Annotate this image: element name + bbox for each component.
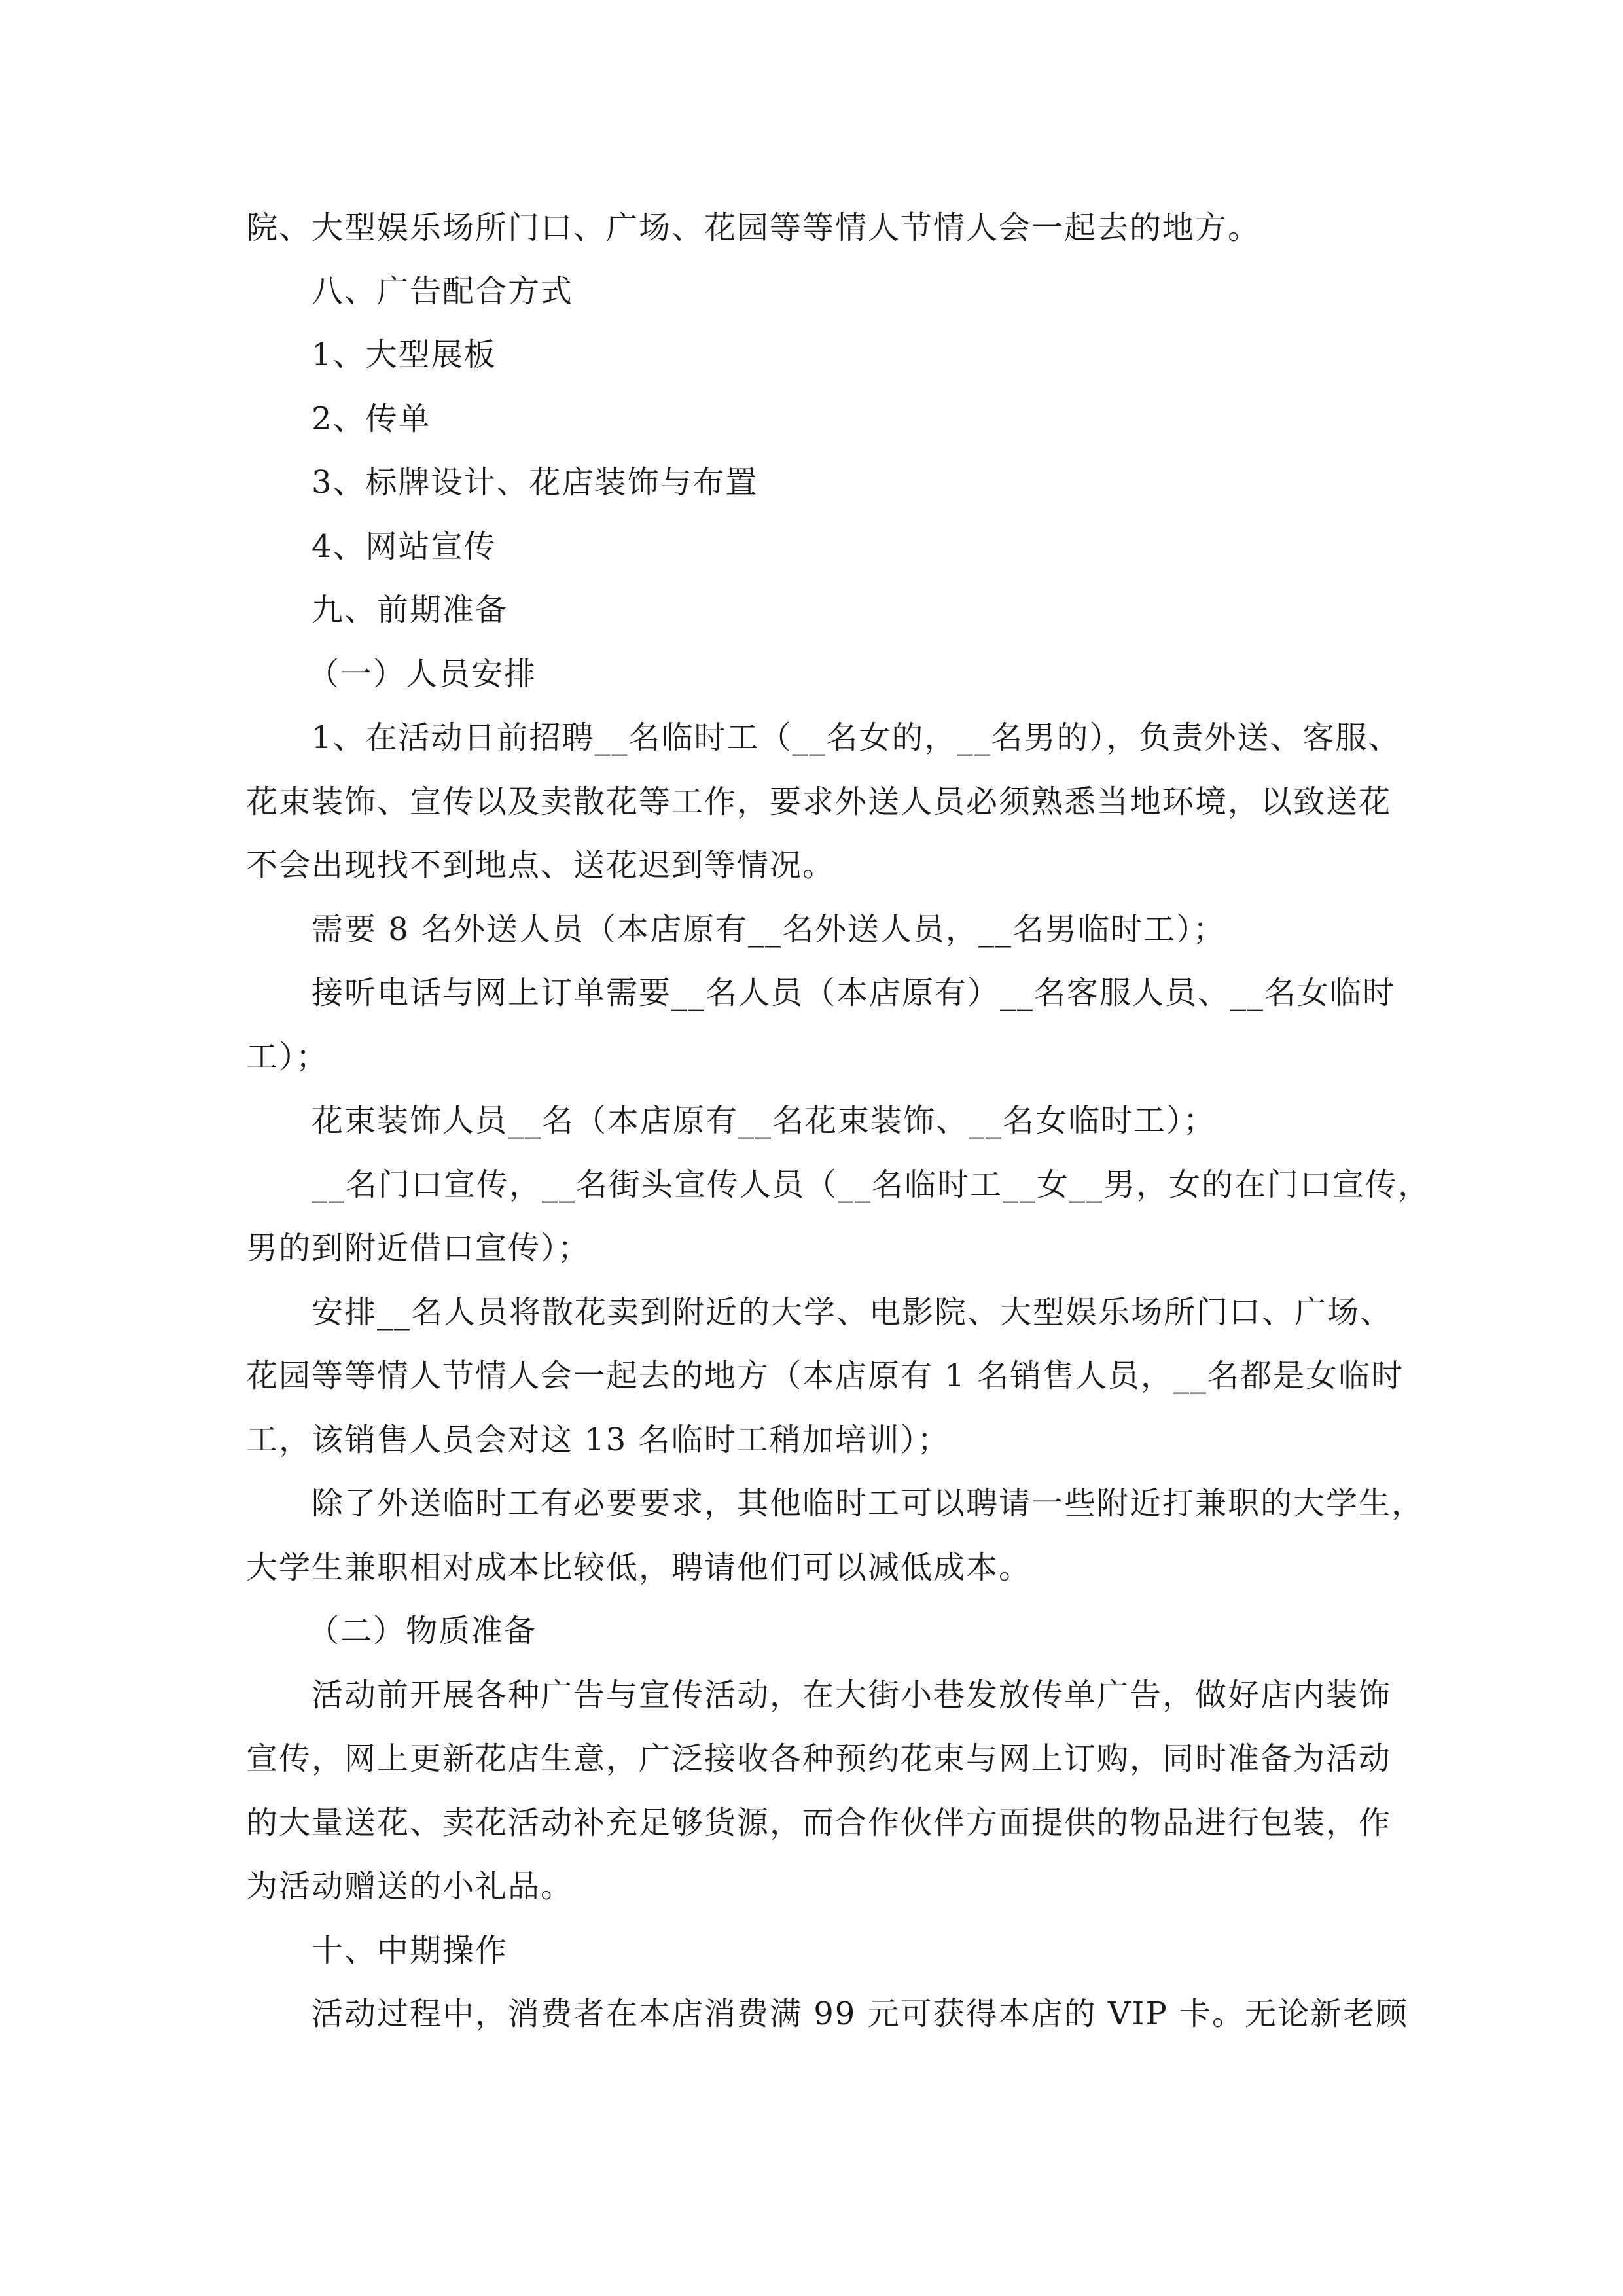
paragraph-line: 院、大型娱乐场所门口、广场、花园等等情人节情人会一起去的地方。 — [246, 209, 1261, 246]
paragraph-line: 活动前开展各种广告与宣传活动，在大街小巷发放传单广告，做好店内装饰 — [312, 1677, 1392, 1713]
paragraph-line: 宣传，网上更新花店生意，广泛接收各种预约花束与网上订购，同时准备为活动 — [246, 1740, 1392, 1777]
paragraph-line: 为活动赠送的小礼品。 — [246, 1868, 574, 1905]
list-item: 3、标牌设计、花店装饰与布置 — [312, 464, 758, 501]
paragraph-line: 工，该销售人员会对这 13 名临时工稍加培训）； — [246, 1422, 950, 1458]
paragraph-line: 1、在活动日前招聘__名临时工（__名女的，__名男的），负责外送、客服、 — [312, 719, 1401, 756]
paragraph-line: 工）； — [246, 1039, 329, 1075]
paragraph-line: 不会出现找不到地点、送花迟到等情况。 — [246, 847, 836, 884]
list-item: 2、传单 — [312, 401, 431, 437]
paragraph-line: 花束装饰人员__名（本店原有__名花束装饰、__名女临时工）； — [312, 1102, 1217, 1139]
section-heading: 八、广告配合方式 — [312, 273, 574, 310]
paragraph-line: 的大量送花、卖花活动补充足够货源，而合作伙伴方面提供的物品进行包装，作 — [246, 1804, 1392, 1841]
paragraph-line: 大学生兼职相对成本比较低，聘请他们可以减低成本。 — [246, 1549, 1032, 1586]
list-item: 1、大型展板 — [312, 336, 497, 373]
paragraph-line: 花园等等情人节情人会一起去的地方（本店原有 1 名销售人员，__名都是女临时 — [246, 1357, 1404, 1394]
paragraph-line: 安排__名人员将散花卖到附近的大学、电影院、大型娱乐场所门口、广场、 — [312, 1294, 1393, 1331]
paragraph-line: 接听电话与网上订单需要__名人员（本店原有）__名客服人员、__名女临时 — [312, 975, 1396, 1011]
paragraph-line: 花束装饰、宣传以及卖散花等工作，要求外送人员必须熟悉当地环境，以致送花 — [246, 783, 1392, 820]
paragraph-line: __名门口宣传，__名街头宣传人员（__名临时工__女__男，女的在门口宣传， — [312, 1166, 1431, 1203]
paragraph-line: 男的到附近借口宣传）； — [246, 1230, 591, 1266]
paragraph-line: 需要 8 名外送人员（本店原有__名外送人员，__名男临时工）； — [312, 911, 1226, 948]
list-item: 4、网站宣传 — [312, 528, 497, 565]
subsection-heading: （一）人员安排 — [308, 656, 537, 692]
subsection-heading: （二）物质准备 — [308, 1613, 537, 1649]
section-heading: 九、前期准备 — [312, 592, 508, 628]
section-heading: 十、中期操作 — [312, 1932, 508, 1969]
paragraph-line: 除了外送临时工有必要要求，其他临时工可以聘请一些附近打兼职的大学生， — [312, 1485, 1425, 1522]
paragraph-line: 活动过程中，消费者在本店消费满 99 元可获得本店的 VIP 卡。无论新老顾 — [312, 1996, 1409, 2032]
